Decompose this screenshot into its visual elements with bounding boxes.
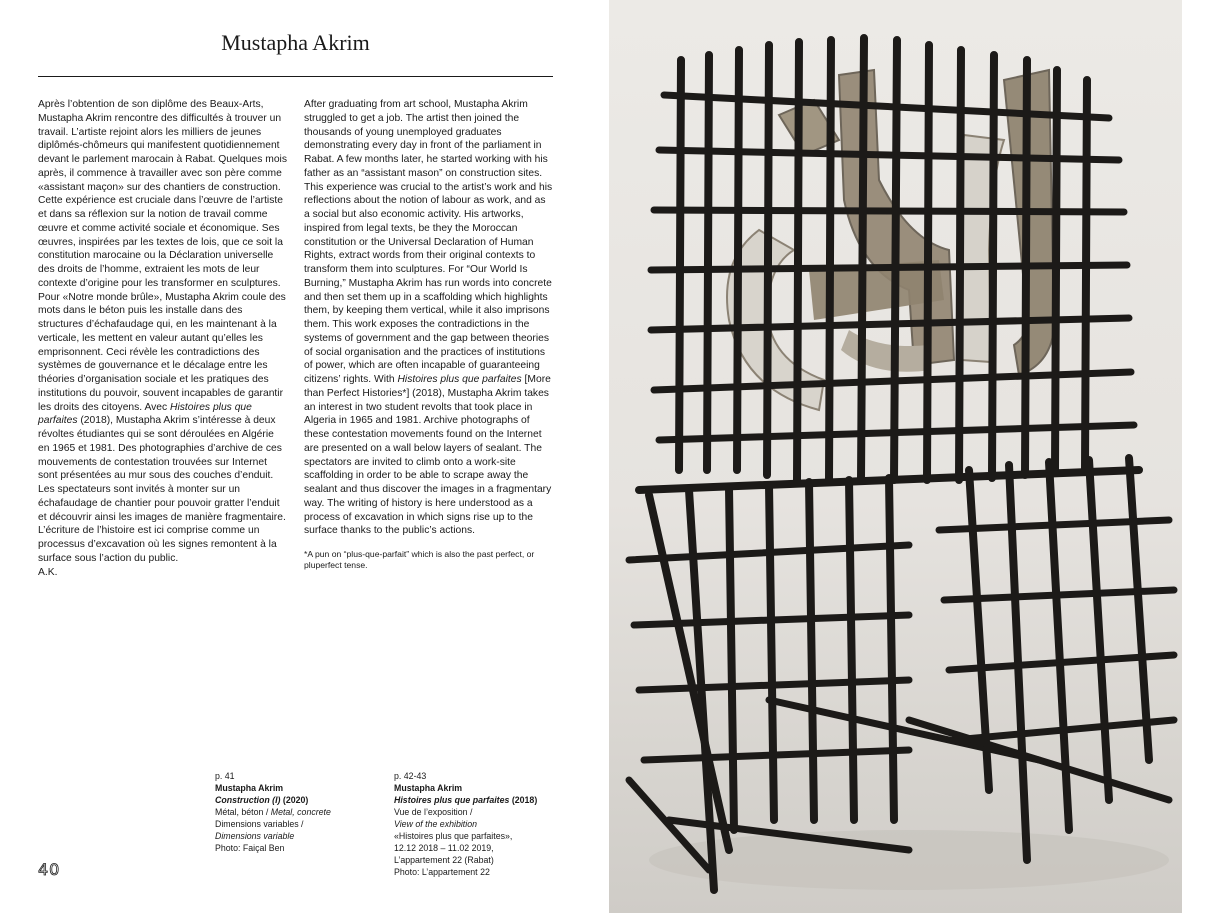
concrete-letters: [727, 70, 1054, 410]
french-work-title: Histoires plus que parfaites: [38, 401, 252, 427]
caption-materials-en: Metal, concrete: [270, 807, 331, 817]
caption-view-en: View of the exhibition: [394, 819, 477, 829]
caption-view-fr: Vue de l’exposition /: [394, 807, 473, 817]
caption-exhibition: «Histoires plus que parfaites»,: [394, 831, 513, 841]
page-title: Mustapha Akrim: [221, 30, 370, 55]
right-margin: [1182, 0, 1218, 913]
caption-photo-credit: Photo: Faiçal Ben: [215, 843, 285, 853]
caption-dates: 12.12 2018 – 11.02 2019,: [394, 843, 494, 853]
caption-page: p. 41: [215, 771, 235, 781]
caption-p41: [215, 770, 385, 854]
caption-page: p. 42-43: [394, 771, 427, 781]
caption-artist: Mustapha Akrim: [215, 783, 284, 793]
french-column: [38, 98, 288, 579]
scaffolding-bars: [629, 38, 1174, 890]
french-author: A.K.: [38, 566, 58, 578]
caption-dims-fr: Dimensions variables /: [215, 819, 304, 829]
scaffold-sculpture-illustration: [609, 0, 1182, 913]
caption-artist: Mustapha Akrim: [394, 783, 463, 793]
english-paragraph-2: [More than Perfect Histories*] (2018), Mustapha Akrim takes an interest in two student revolts that took place in Algeria in 1965 and 1981. Archive photographs of these contestation movements found on the Internet are presented on a wall below layers of sealant. The spectators are invited to climb onto a work-site scaffolding in order to be able to scrape away the sealant and thus discover the images in a fragmentary way. The writing of history is here understood as a process of excavation in which signs rise up to the surface thanks to the public’s actions.: [304, 374, 552, 537]
caption-dims-en: Dimensions variable: [215, 831, 295, 841]
french-paragraph-1: Après l’obtention de son diplôme des Beaux-Arts, Mustapha Akrim rencontre des difficultés à trouver un travail. L’artiste rejoint alors les milliers de jeunes diplômés-chômeurs qui manifestent quotidiennement devant le parlement marocain à Rabat. Quelques mois après, il commence à travailler avec son père comme «assistant maçon» sur des chantiers de construction. Cette expérience est cruciale dans l’œuvre de l’artiste et dans sa réflexion sur la notion de travail comme œuvre et comme activité sociale et économique. Ses œuvres, inspirées par les textes de lois, que ce soit la constitution marocaine ou la Déclaration universelle des droits de l’homme, extraient les mots de leur contexte d’origine pour les transformer en sculptures. Pour «Notre monde brûle», Mustapha Akrim coule des mots dans le béton puis les installe dans des structures d’échafaudage qui, en les maintenant à la verticale, les mettent en valeur autant qu’elles les emprisonnent. Ceci révèle les contradictions des systèmes de gouvernance et le décalage entre les théories d’organisation sociale et les pratiques des institutions du pouvoir, souvent incapables de garantir les droits des citoyens. Avec: [38, 99, 287, 413]
caption-materials-fr: Métal, béton /: [215, 807, 271, 817]
artwork-photo: [609, 0, 1182, 913]
page-number: 40: [38, 860, 61, 879]
english-footnote: *A pun on “plus-que-parfait” which is also the past perfect, or pluperfect tense.: [304, 549, 535, 570]
caption-year: (2018): [509, 795, 538, 805]
title-rule: [38, 76, 553, 77]
caption-photo-credit: Photo: L’appartement 22: [394, 867, 490, 877]
english-work-title: Histoires plus que parfaites: [397, 374, 522, 385]
caption-year: (2020): [280, 795, 309, 805]
english-column: [304, 98, 554, 571]
caption-work-title: Construction (I): [215, 795, 281, 805]
caption-p42-43: [394, 770, 584, 878]
left-page: [0, 0, 608, 913]
english-paragraph-1: After graduating from art school, Mustapha Akrim struggled to get a job. The artist then joined the thousands of young unemployed graduates demonstrating every day in front of the parliament in Rabat. A few months later, he started working with his father as an “assistant mason” on construction sites. This experience was crucial to the artist’s work and his reflections about the notion of labour as work, and as a social but also economic activity. His artworks, inspired from legal texts, be they the Moroccan constitution or the Universal Declaration of Human Rights, extract words from their original contexts to transform them into sculptures. For “Our World Is Burning,” Mustapha Akrim has run words into concrete and then set them up in a scaffolding which highlights them, by keeping them vertical, while it also imprisons them. This work exposes the contradictions in the systems of government and the gap between theories of social organisation and the practices of institutions of power, which are often incapable of guaranteeing citizens’ rights. With: [304, 99, 553, 385]
english-text: [304, 98, 554, 538]
caption-work-title: Histoires plus que parfaites: [394, 795, 510, 805]
caption-materials: [215, 806, 385, 818]
caption-work-line: [394, 794, 584, 806]
french-paragraph-2: (2018), Mustapha Akrim s’intéresse à deux révoltes étudiantes qui se sont déroulées en Algérie en 1965 et 1981. Des photographies d’archive de ces mouvements de contestation trouvées sur Internet sont présentées au mur sous des couches d’enduit. Les spectateurs sont invités à monter sur un échafaudage de chantier pour pouvoir gratter l’enduit et découvrir ainsi les images de manière fragmentaire. L’écriture de l’histoire est ici comprise comme un processus d’excavation où les signes remontent à la surface sous l’action du public.: [38, 415, 286, 564]
caption-work-line: [215, 794, 385, 806]
french-text: [38, 98, 288, 566]
caption-venue: L’appartement 22 (Rabat): [394, 855, 494, 865]
